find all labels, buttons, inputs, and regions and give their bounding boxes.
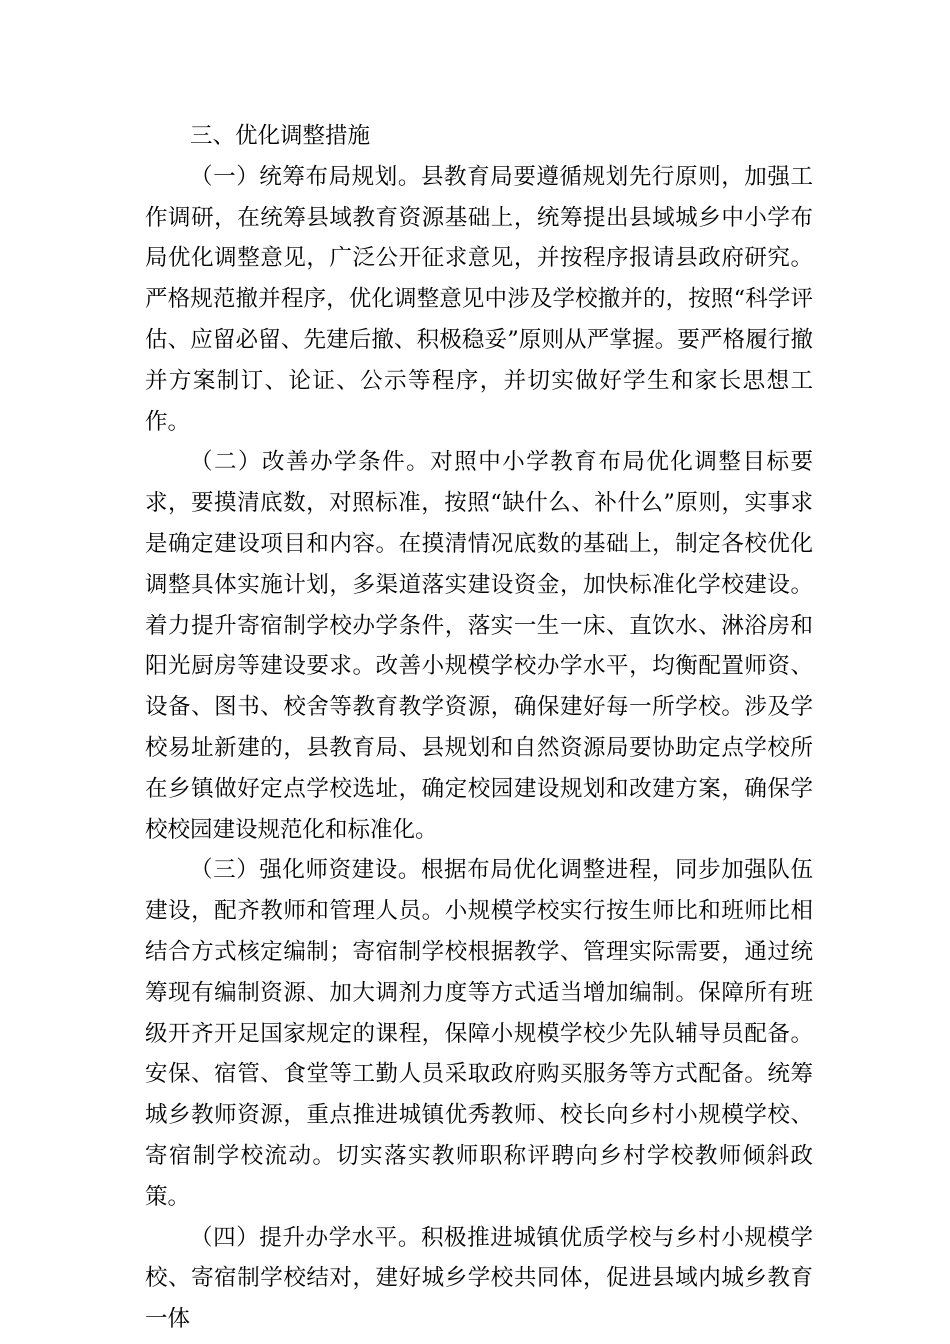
paragraph-school-conditions: （二）改善办学条件。对照中小学教育布局优化调整目标要求，要摸清底数，对照标准，按照“缺什么、补什么”原则，实事求是确定建设项目和内容。在摸清情况底数的基础上，制定各校优化调整具体实施计划，多渠道落实建设资金，加快标准化学校建设。着力提升寄宿制学校办学条件，落实一生一床、直饮水、淋浴房和阳光厨房等建设要求。改善小规模学校办学水平，均衡配置师资、设备、图书、校舍等教育教学资源，确保建好每一所学校。涉及学校易址新建的，县教育局、县规划和自然资源局要协助定点学校所在乡镇做好定点学校选址，确定校园建设规划和改建方案，确保学校校园建设规范化和标准化。 (145, 449, 813, 843)
document-body (145, 116, 813, 1340)
section-heading: 三、优化调整措施 (190, 123, 371, 149)
paragraph-layout-planning: （一）统筹布局规划。县教育局要遵循规划先行原则，加强工作调研，在统筹县域教育资源基础上，统筹提出县域城乡中小学布局优化调整意见，广泛公开征求意见，并按程序报请县政府研究。严格规范撤并程序，优化调整意见中涉及学校撤并的，按照“科学评估、应留必留、先建后撤、积极稳妥”原则从严掌握。要严格履行撤并方案制订、论证、公示等程序，并切实做好学生和家长思想工作。 (145, 163, 813, 435)
paragraph-school-quality: （四）提升办学水平。积极推进城镇优质学校与乡村小规模学校、寄宿制学校结对，建好城乡学校共同体，促进县域内城乡教育一体 (145, 1224, 813, 1333)
paragraph-teacher-staffing: （三）强化师资建设。根据布局优化调整进程，同步加强队伍建设，配齐教师和管理人员。小规模学校实行按生师比和班师比相结合方式核定编制；寄宿制学校根据教学、管理实际需要，通过统筹现有编制资源、加大调剂力度等方式适当增加编制。保障所有班级开齐开足国家规定的课程，保障小规模学校少先队辅导员配备。安保、宿管、食堂等工勤人员采取政府购买服务等方式配备。统筹城乡教师资源，重点推进城镇优秀教师、校长向乡村小规模学校、寄宿制学校流动。切实落实教师职称评聘向乡村学校教师倾斜政策。 (145, 857, 813, 1210)
